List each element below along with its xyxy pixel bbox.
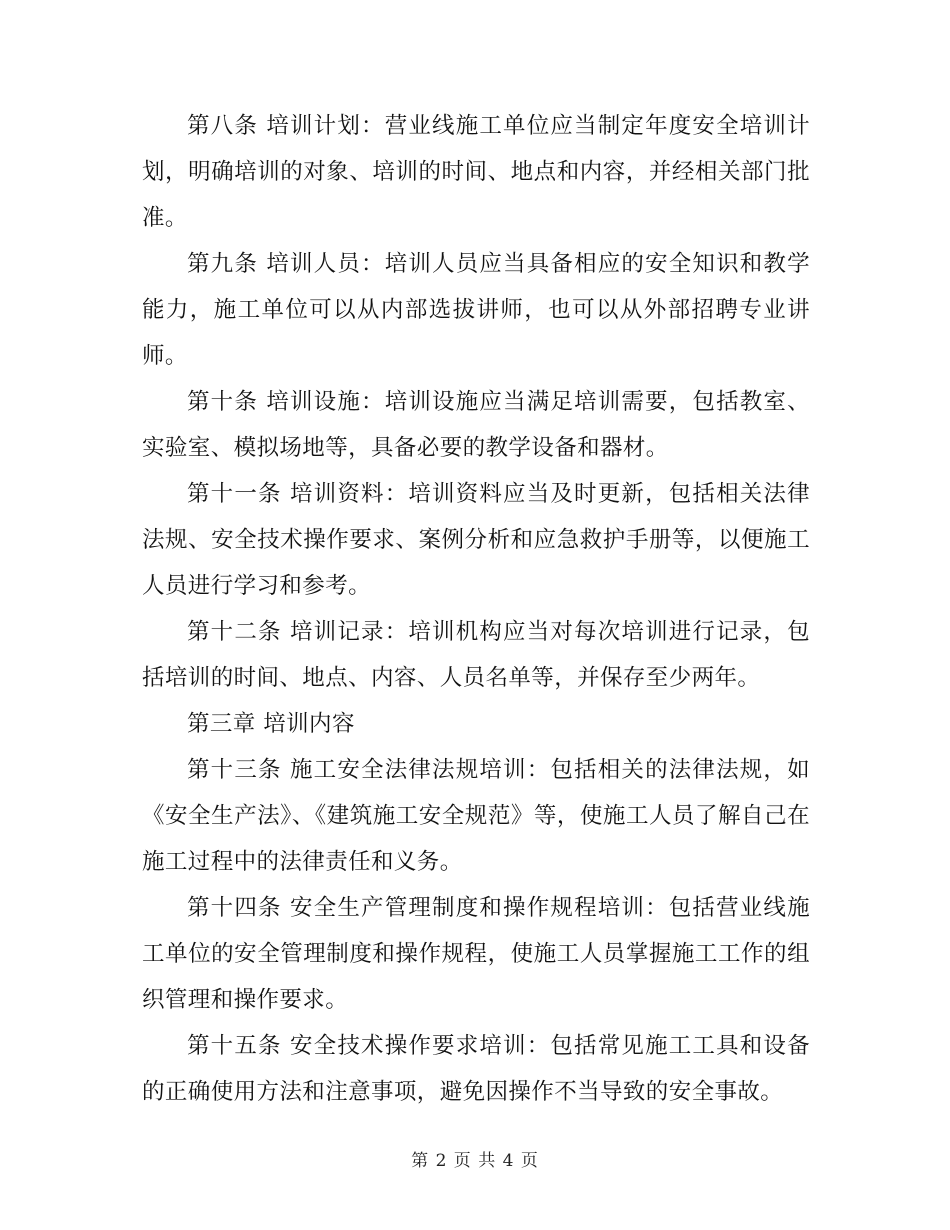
- article-9: 第九条 培训人员：培训人员应当具备相应的安全知识和教学能力，施工单位可以从内部选拔讲师，也可以从外部招聘专业讲师。: [142, 251, 810, 369]
- article-8: 第八条 培训计划：营业线施工单位应当制定年度安全培训计划，明确培训的对象、培训的时间、地点和内容，并经相关部门批准。: [142, 113, 810, 231]
- article-14: 第十四条 安全生产管理制度和操作规程培训：包括营业线施工单位的安全管理制度和操作规程，使施工人员掌握施工工作的组织管理和操作要求。: [142, 895, 810, 1013]
- document-body: [142, 103, 810, 1115]
- article-13: 第十三条 施工安全法律法规培训：包括相关的法律法规，如《安全生产法》、《建筑施工安全规范》等，使施工人员了解自己在施工过程中的法律责任和义务。: [142, 757, 810, 875]
- article-11: 第十一条 培训资料：培训资料应当及时更新，包括相关法律法规、安全技术操作要求、案例分析和应急救护手册等，以便施工人员进行学习和参考。: [142, 481, 810, 599]
- article-15: 第十五条 安全技术操作要求培训：包括常见施工工具和设备的正确使用方法和注意事项，避免因操作不当导致的安全事故。: [142, 1033, 810, 1105]
- page-number-footer: 第 2 页 共 4 页: [411, 1151, 539, 1171]
- chapter-3-heading: 第三章 培训内容: [187, 711, 355, 737]
- article-12: 第十二条 培训记录：培训机构应当对每次培训进行记录，包括培训的时间、地点、内容、人员名单等，并保存至少两年。: [142, 619, 810, 691]
- article-10: 第十条 培训设施：培训设施应当满足培训需要，包括教室、实验室、模拟场地等，具备必要的教学设备和器材。: [142, 389, 810, 461]
